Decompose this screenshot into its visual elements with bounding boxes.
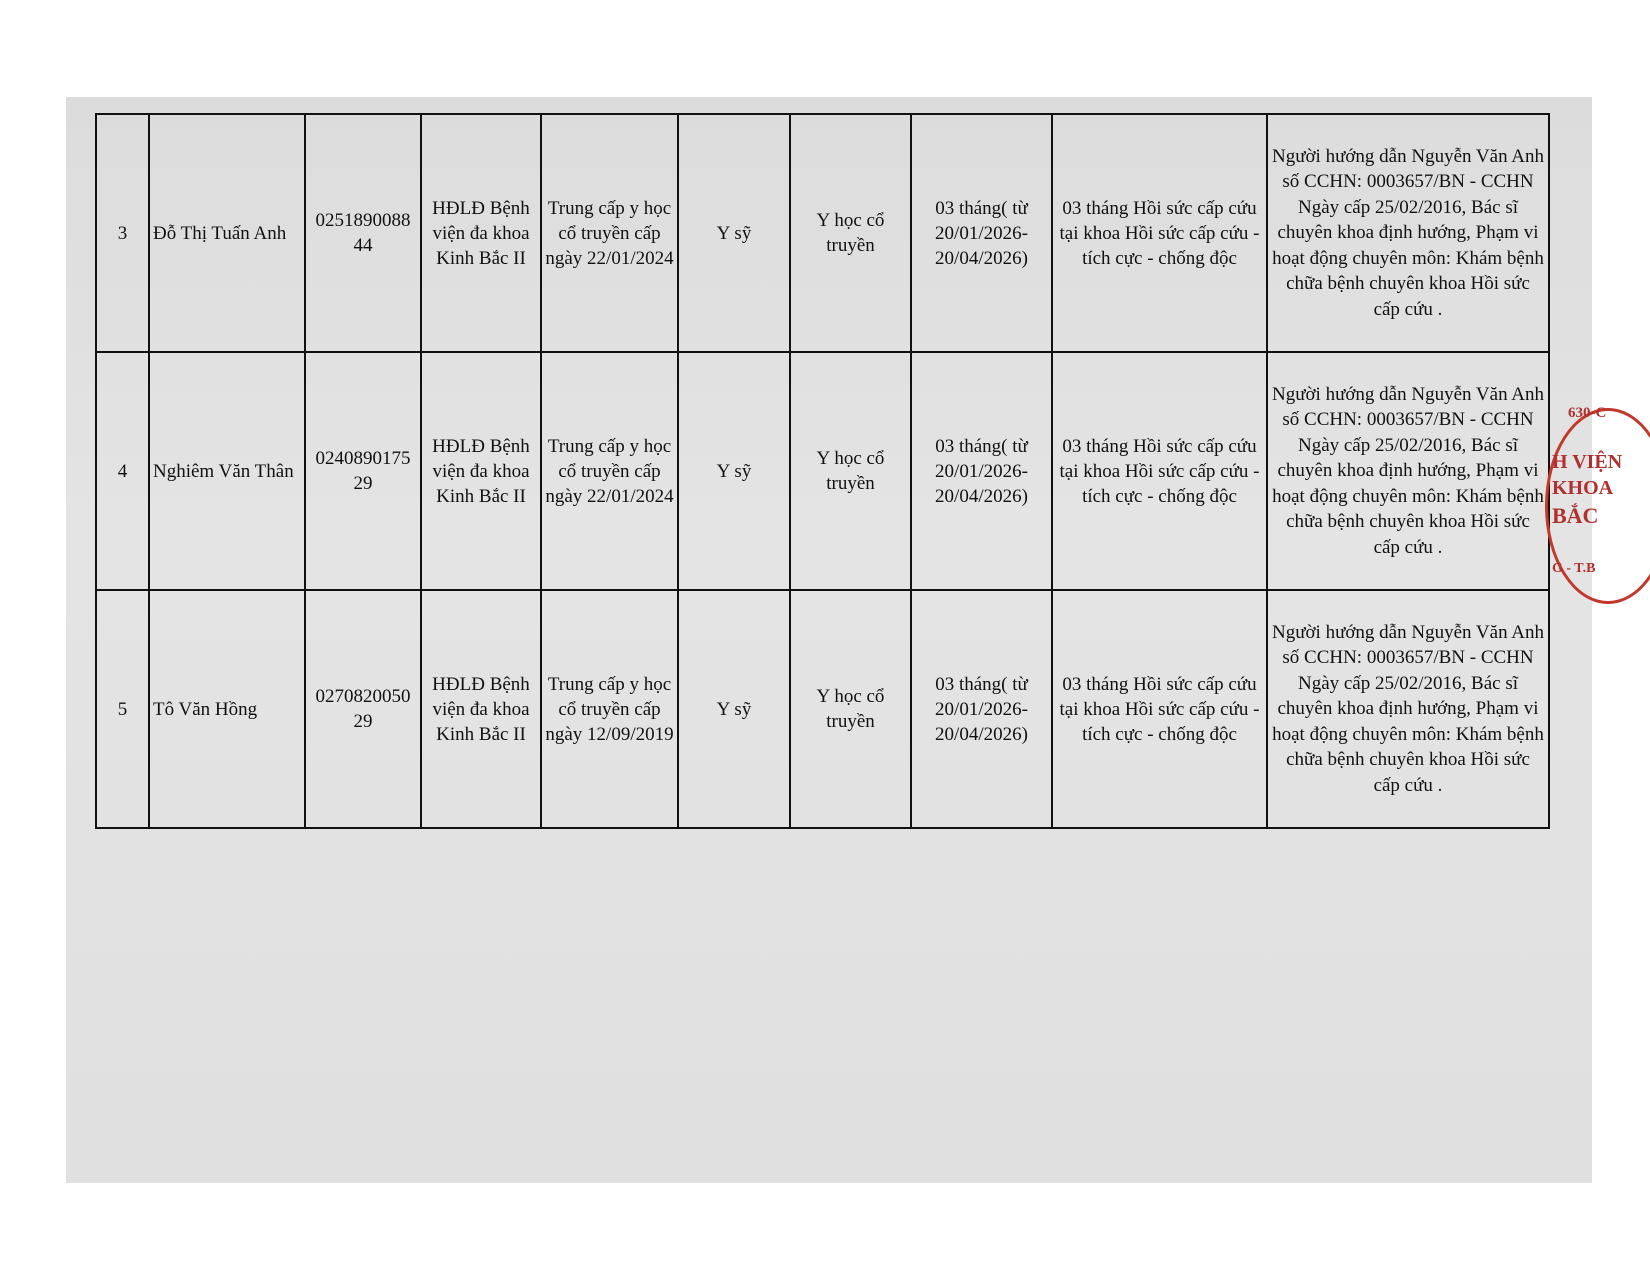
row-number: 4 [96, 352, 149, 590]
stamp-text: BẮC [1552, 503, 1599, 528]
training-content: 03 tháng Hồi sức cấp cứu tại khoa Hồi sức cấp cứu - tích cực - chống độc [1052, 114, 1267, 352]
supervisor-info: Người hướng dẫn Nguyễn Văn Anh số CCHN: 0003657/BN - CCHN Ngày cấp 25/02/2016, Bác sĩ chuyên khoa định hướng, Phạm vi hoạt động chuyên môn: Khám bệnh chữa bệnh chuyên khoa Hồi sức cấp cứu . [1267, 352, 1549, 590]
table-row [96, 114, 1549, 352]
supervisor-info: Người hướng dẫn Nguyễn Văn Anh số CCHN: 0003657/BN - CCHN Ngày cấp 25/02/2016, Bác sĩ chuyên khoa định hướng, Phạm vi hoạt động chuyên môn: Khám bệnh chữa bệnh chuyên khoa Hồi sức cấp cứu . [1267, 590, 1549, 828]
contract-type: HĐLĐ Bệnh viện đa khoa Kinh Bắc II [421, 590, 541, 828]
stamp-text: KHOA [1552, 477, 1614, 499]
training-duration: 03 tháng( từ 20/01/2026-20/04/2026) [911, 590, 1052, 828]
person-name: Nghiêm Văn Thân [149, 352, 305, 590]
job-title: Y sỹ [678, 590, 790, 828]
degree: Trung cấp y học cổ truyền cấp ngày 12/09/2019 [541, 590, 678, 828]
training-content: 03 tháng Hồi sức cấp cứu tại khoa Hồi sức cấp cứu - tích cực - chống độc [1052, 352, 1267, 590]
trainee-table [95, 113, 1550, 829]
stamp-text: H VIỆN [1552, 451, 1623, 473]
specialty: Y học cổ truyền [790, 590, 911, 828]
person-name: Đỗ Thị Tuấn Anh [149, 114, 305, 352]
degree: Trung cấp y học cổ truyền cấp ngày 22/01/2024 [541, 352, 678, 590]
row-number: 3 [96, 114, 149, 352]
training-duration: 03 tháng( từ 20/01/2026-20/04/2026) [911, 114, 1052, 352]
table-row [96, 352, 1549, 590]
job-title: Y sỹ [678, 114, 790, 352]
id-number: 0240890175 29 [305, 352, 421, 590]
stamp-text: 630-C [1568, 405, 1607, 421]
training-duration: 03 tháng( từ 20/01/2026-20/04/2026) [911, 352, 1052, 590]
person-name: Tô Văn Hồng [149, 590, 305, 828]
table-row [96, 590, 1549, 828]
row-number: 5 [96, 590, 149, 828]
contract-type: HĐLĐ Bệnh viện đa khoa Kinh Bắc II [421, 352, 541, 590]
id-number: 0251890088 44 [305, 114, 421, 352]
degree: Trung cấp y học cổ truyền cấp ngày 22/01/2024 [541, 114, 678, 352]
job-title: Y sỹ [678, 352, 790, 590]
specialty: Y học cổ truyền [790, 114, 911, 352]
stamp-text: G - T.B [1552, 561, 1596, 576]
contract-type: HĐLĐ Bệnh viện đa khoa Kinh Bắc II [421, 114, 541, 352]
training-content: 03 tháng Hồi sức cấp cứu tại khoa Hồi sức cấp cứu - tích cực - chống độc [1052, 590, 1267, 828]
supervisor-info: Người hướng dẫn Nguyễn Văn Anh số CCHN: 0003657/BN - CCHN Ngày cấp 25/02/2016, Bác sĩ chuyên khoa định hướng, Phạm vi hoạt động chuyên môn: Khám bệnh chữa bệnh chuyên khoa Hồi sức cấp cứu . [1267, 114, 1549, 352]
specialty: Y học cổ truyền [790, 352, 911, 590]
id-number: 0270820050 29 [305, 590, 421, 828]
